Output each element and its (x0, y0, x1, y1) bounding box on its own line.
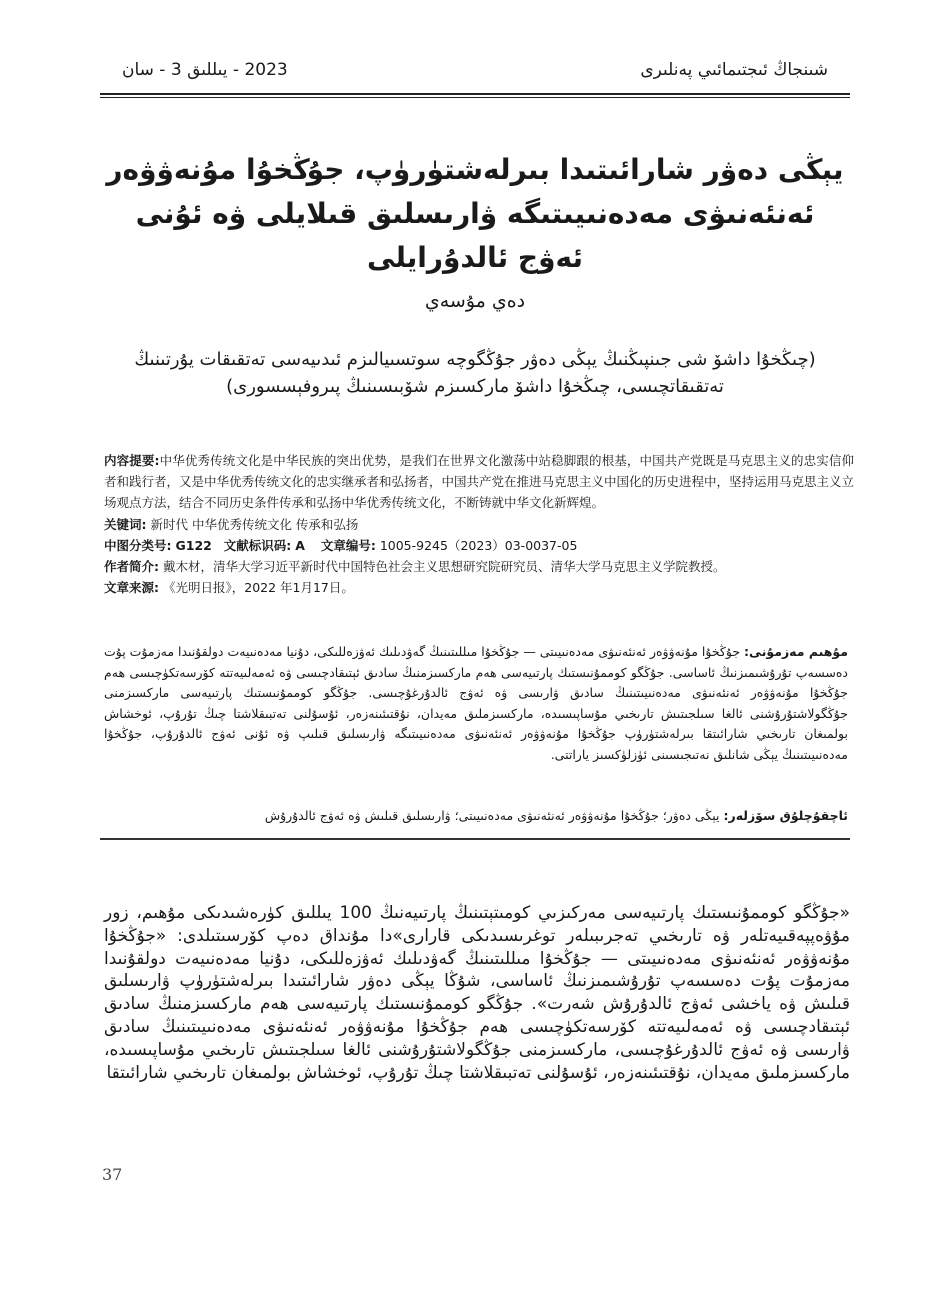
source-text: 《光明日报》，2022 年1月17日。 (162, 580, 354, 595)
abstract-label: 内容提要: (104, 453, 160, 468)
doc-value: A (295, 538, 305, 553)
uyghur-keywords-text: يېڭى دەۋر؛ جۇڭخۇا مۇنەۋۋەر ئەنئەنىۋى مەدەنىيىتى؛ ۋارىسلىق قىلىش ۋە ئەۋج ئالدۇرۇش (264, 808, 720, 823)
article-value: 1005-9245（2023）03-0037-05 (379, 538, 578, 553)
uyghur-keywords (104, 808, 848, 823)
running-header-issue: 2023 - يىللىق 3 - سان (122, 60, 288, 80)
uyghur-keywords-label: ئاچقۇچلۇق سۆزلەر: (723, 808, 848, 823)
uyghur-abstract-text: جۇڭخۇا مۇنەۋۋەر ئەنئەنىۋى مەدەنىيىتى — جۇڭخۇا مىللىتىنىڭ گەۋدىلىك ئەۋزەللىكى، دۇنيا مەدەنىيەت دولقۇنىدا مەزمۇت پۇت دەسسەپ تۇرۇشىمىزنىڭ ئاساسى. جۇڭگو كوممۇنىستىك پارتىيەسى ھەم ماركسىزمنىڭ سادىق ئېتىقادچىسى ۋە ئەمەلىيەتتە كۆرسەتكۈچىسى ھەم جۇڭخۇا مۇنەۋۋەر ئەنئەنىۋى مەدەنىيىتىنىڭ سادىق ۋارىسى ۋە ئەۋج ئالدۇرغۇچىسى. جۇڭگو كوممۇنىستىك پارتىيەسى ماركسىزمنى جۇڭگولاشتۇرۇشنى ئالغا سىلجىتىش تارىخىي مۇساپىسىدە، ماركسىزملىق مەيدان، نۇقتىئىنەزەر، ئۇسۇلنى تەتبىقلاشتا چىڭ تۇرۇپ، ئوخشاش بولمىغان تارىخىي شارائىتقا بىرلەشتۈرۈپ جۇڭخۇا مۇنەۋۋەر ئەنئەنىۋى مەدەنىيىتىگە ۋارىسلىق قىلىپ ۋە ئۇنى ئەۋج ئالدۇرۇپ، جۇڭخۇا مەدەنىيىتىنىڭ يېڭى شانلىق نەتىجىسىنى ئۈزلۈكسىز ياراتتى. (104, 644, 848, 762)
uyghur-abstract (104, 642, 848, 765)
section-divider (100, 838, 850, 840)
author-bio-text: 戴木材，清华大学习近平新时代中国特色社会主义思想研究院研究员、清华大学马克思主义学院教授。 (162, 559, 726, 574)
class-value: G122 (175, 538, 212, 553)
article-label: 文章编号: (320, 538, 376, 553)
author-name: دەي مۇسەي (424, 290, 526, 312)
article-source (104, 577, 854, 598)
class-label: 中图分类号: (104, 538, 172, 553)
chinese-keywords (104, 514, 854, 535)
keywords-label: 关键词: (104, 517, 147, 532)
author-bio-label: 作者简介: (104, 559, 159, 574)
running-header-journal: شىنجاڭ ئىجتىمائىي پەنلىرى (640, 60, 828, 80)
author-affiliation: (چىڭخۇا داشۆ شى جىنپىڭنىڭ يېڭى دەۋر جۇڭگوچە سوتسىيالىزم ئىدىيەسى تەتقىقات يۇرتىنىڭ تەتقىقاتچىسى، چىڭخۇا داشۆ ماركسىزم شۆبىسىنىڭ پىروفېسسورى) (134, 349, 816, 397)
article-title: يېڭى دەۋر شارائىتىدا بىرلەشتۈرۈپ، جۇڭخۇا مۇنەۋۋەر ئەنئەنىۋى مەدەنىيىتىگە ۋارىسلىق قىلايلى ۋە ئۇنى ئەۋج ئالدۇرايلى (106, 153, 844, 274)
body-paragraph: «جۇڭگو كوممۇنىستىك پارتىيەسى مەركىزىي كومىتېتىنىڭ پارتىيەنىڭ 100 يىللىق كۈرەشىدىكى مۇھىم، زور مۇۋەپپەقىيەتلەر ۋە تارىخىي تەجرىبىلەر توغرىسىدىكى قارارى»دا مۇنداق دەپ كۆرسىتىلدى: «جۇڭخۇا مۇنەۋۋەر ئەنئەنىۋى مەدەنىيىتى — جۇڭخۇا مىللىتىنىڭ گەۋدىلىك ئەۋزەللىكى، دۇنيا مەدەنىيەت دولقۇنىدا مەزمۇت پۇت دەسسەپ تۇرۇشىمىزنىڭ ئاساسى، شۇڭا يېڭى دەۋر شارائىتىدا بىرلەشتۈرۈپ ۋارىسلىق قىلىش ۋە ياخشى ئەۋج ئالدۇرۇش شەرت». جۇڭگو كوممۇنىستىك پارتىيەسى ھەم ماركسىزمنىڭ سادىق ئېتىقادچىسى ۋە ئەمەلىيەتتە كۆرسەتكۈچىسى ھەم جۇڭخۇا مۇنەۋۋەر ئەنئەنىۋى مەدەنىيىتىنىڭ سادىق ۋارىسى ۋە ئەۋج ئالدۇرغۇچىسى، ماركسىزمنى جۇڭگولاشتۇرۇشنى ئالغا سىلجىتىش تارىخىي مۇساپىسىدە، ماركسىزملىق مەيدان، نۇقتىئىنەزەر، ئۇسۇلنى تەتبىقلاشتا چىڭ تۇرۇپ، ئوخشاش بولمىغان تارىخىي شارائىتقا (104, 903, 851, 1083)
doc-label: 文献标识码: (223, 538, 292, 553)
abstract-text: 中华优秀传统文化是中华民族的突出优势，是我们在世界文化激荡中站稳脚跟的根基，中国共产党既是马克思主义的忠实信仰者和践行者，又是中华优秀传统文化的忠实继承者和弘扬者，中国共产党在推进马克思主义中国化的历史进程中，坚持运用马克思主义立场观点方法，结合不同历史条件传承和弘扬中华优秀传统文化，不断铸就中华文化新辉煌。 (104, 453, 855, 510)
author-bio (104, 556, 854, 577)
classification-line (104, 535, 854, 556)
uyghur-abstract-label: مۇھىم مەزمۇنى: (744, 644, 848, 659)
source-label: 文章来源: (104, 580, 159, 595)
chinese-abstract (104, 450, 854, 513)
keywords-text: 新时代 中华优秀传统文化 传承和弘扬 (150, 517, 359, 532)
page-number: 37 (102, 1165, 123, 1184)
header-rule (100, 93, 850, 98)
